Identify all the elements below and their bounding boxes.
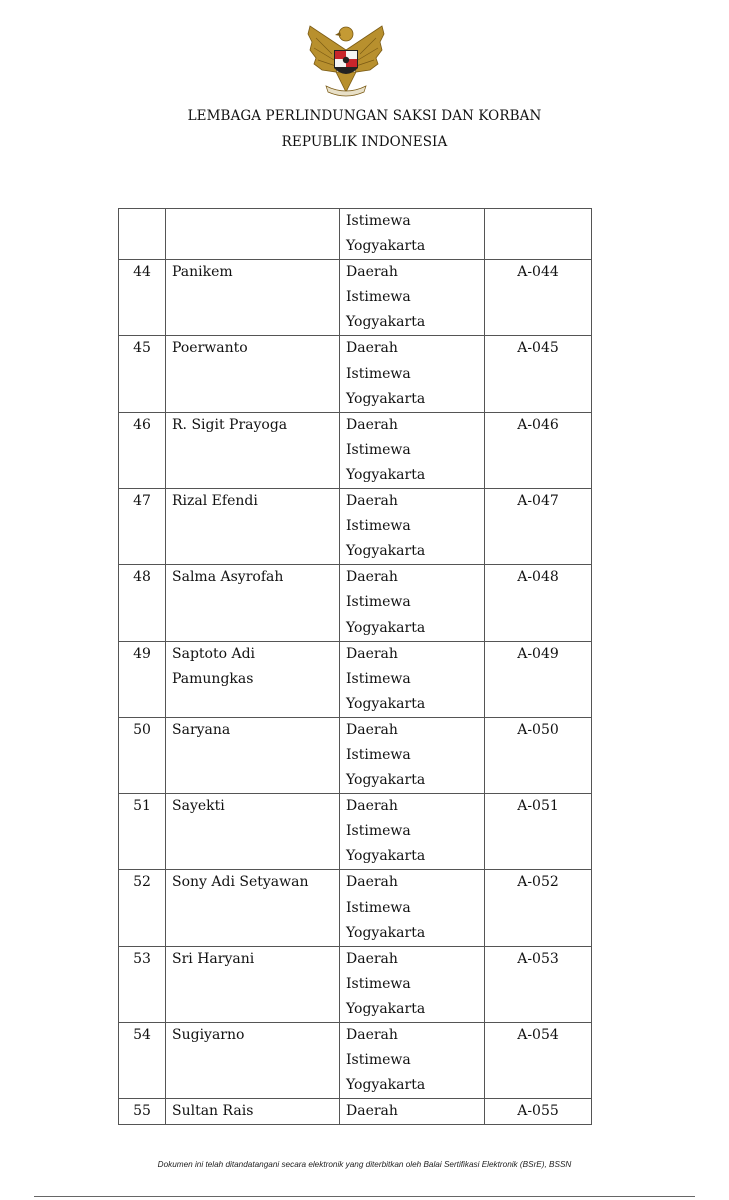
table-row [119, 1099, 592, 1125]
cell-code: A-052 [485, 870, 592, 946]
table-row [119, 794, 592, 870]
cell-region: Daerah Istimewa Yogyakarta [340, 489, 485, 565]
cell-region: Daerah Istimewa Yogyakarta [340, 946, 485, 1022]
cell-code: A-053 [485, 946, 592, 1022]
cell-number [119, 209, 166, 260]
cell-code: A-045 [485, 336, 592, 412]
table-row [119, 946, 592, 1022]
footer-divider [34, 1196, 695, 1197]
cell-name: Saryana [166, 717, 340, 793]
cell-region: Daerah Istimewa Yogyakarta [340, 1023, 485, 1099]
cell-region: Daerah Istimewa Yogyakarta [340, 260, 485, 336]
cell-number: 54 [119, 1023, 166, 1099]
table-row [119, 870, 592, 946]
cell-name: Saptoto Adi Pamungkas [166, 641, 340, 717]
cell-number: 50 [119, 717, 166, 793]
cell-number: 49 [119, 641, 166, 717]
cell-name: Sony Adi Setyawan [166, 870, 340, 946]
cell-name [166, 209, 340, 260]
garuda-emblem-icon [302, 20, 390, 100]
beneficiary-table [118, 208, 592, 1125]
cell-number: 48 [119, 565, 166, 641]
cell-name: Salma Asyrofah [166, 565, 340, 641]
cell-number: 44 [119, 260, 166, 336]
agency-title: LEMBAGA PERLINDUNGAN SAKSI DAN KORBAN [187, 108, 542, 124]
cell-number: 51 [119, 794, 166, 870]
cell-name: Sultan Rais [166, 1099, 340, 1125]
cell-number: 53 [119, 946, 166, 1022]
cell-name: Sugiyarno [166, 1023, 340, 1099]
country-title: REPUBLIK INDONESIA [281, 134, 448, 150]
table-row [119, 641, 592, 717]
cell-code: A-044 [485, 260, 592, 336]
cell-region: Istimewa Yogyakarta [340, 209, 485, 260]
cell-region: Daerah Istimewa Yogyakarta [340, 336, 485, 412]
cell-code [485, 209, 592, 260]
signature-footer-note: Dokumen ini telah ditandatangani secara elektronik yang diterbitkan oleh Balai Sertifikasi Elektronik (BSrE), BSSN [157, 1160, 572, 1169]
cell-region: Daerah Istimewa Yogyakarta [340, 717, 485, 793]
cell-name: Rizal Efendi [166, 489, 340, 565]
cell-name: Sayekti [166, 794, 340, 870]
cell-name: Sri Haryani [166, 946, 340, 1022]
cell-number: 52 [119, 870, 166, 946]
table-row [119, 1023, 592, 1099]
cell-code: A-054 [485, 1023, 592, 1099]
cell-code: A-048 [485, 565, 592, 641]
cell-name: Panikem [166, 260, 340, 336]
cell-code: A-050 [485, 717, 592, 793]
cell-region: Daerah Istimewa Yogyakarta [340, 412, 485, 488]
table-row [119, 336, 592, 412]
table-row [119, 717, 592, 793]
cell-code: A-055 [485, 1099, 592, 1125]
table-row [119, 489, 592, 565]
cell-region: Daerah Istimewa Yogyakarta [340, 565, 485, 641]
cell-name: Poerwanto [166, 336, 340, 412]
cell-code: A-049 [485, 641, 592, 717]
cell-region: Daerah Istimewa Yogyakarta [340, 870, 485, 946]
cell-region: Daerah Istimewa Yogyakarta [340, 794, 485, 870]
cell-name: R. Sigit Prayoga [166, 412, 340, 488]
cell-number: 47 [119, 489, 166, 565]
cell-number: 55 [119, 1099, 166, 1125]
table-row [119, 209, 592, 260]
table-row [119, 565, 592, 641]
cell-code: A-051 [485, 794, 592, 870]
cell-code: A-046 [485, 412, 592, 488]
cell-number: 46 [119, 412, 166, 488]
cell-code: A-047 [485, 489, 592, 565]
table-row [119, 412, 592, 488]
table-row [119, 260, 592, 336]
cell-number: 45 [119, 336, 166, 412]
cell-region: Daerah [340, 1099, 485, 1125]
cell-region: Daerah Istimewa Yogyakarta [340, 641, 485, 717]
